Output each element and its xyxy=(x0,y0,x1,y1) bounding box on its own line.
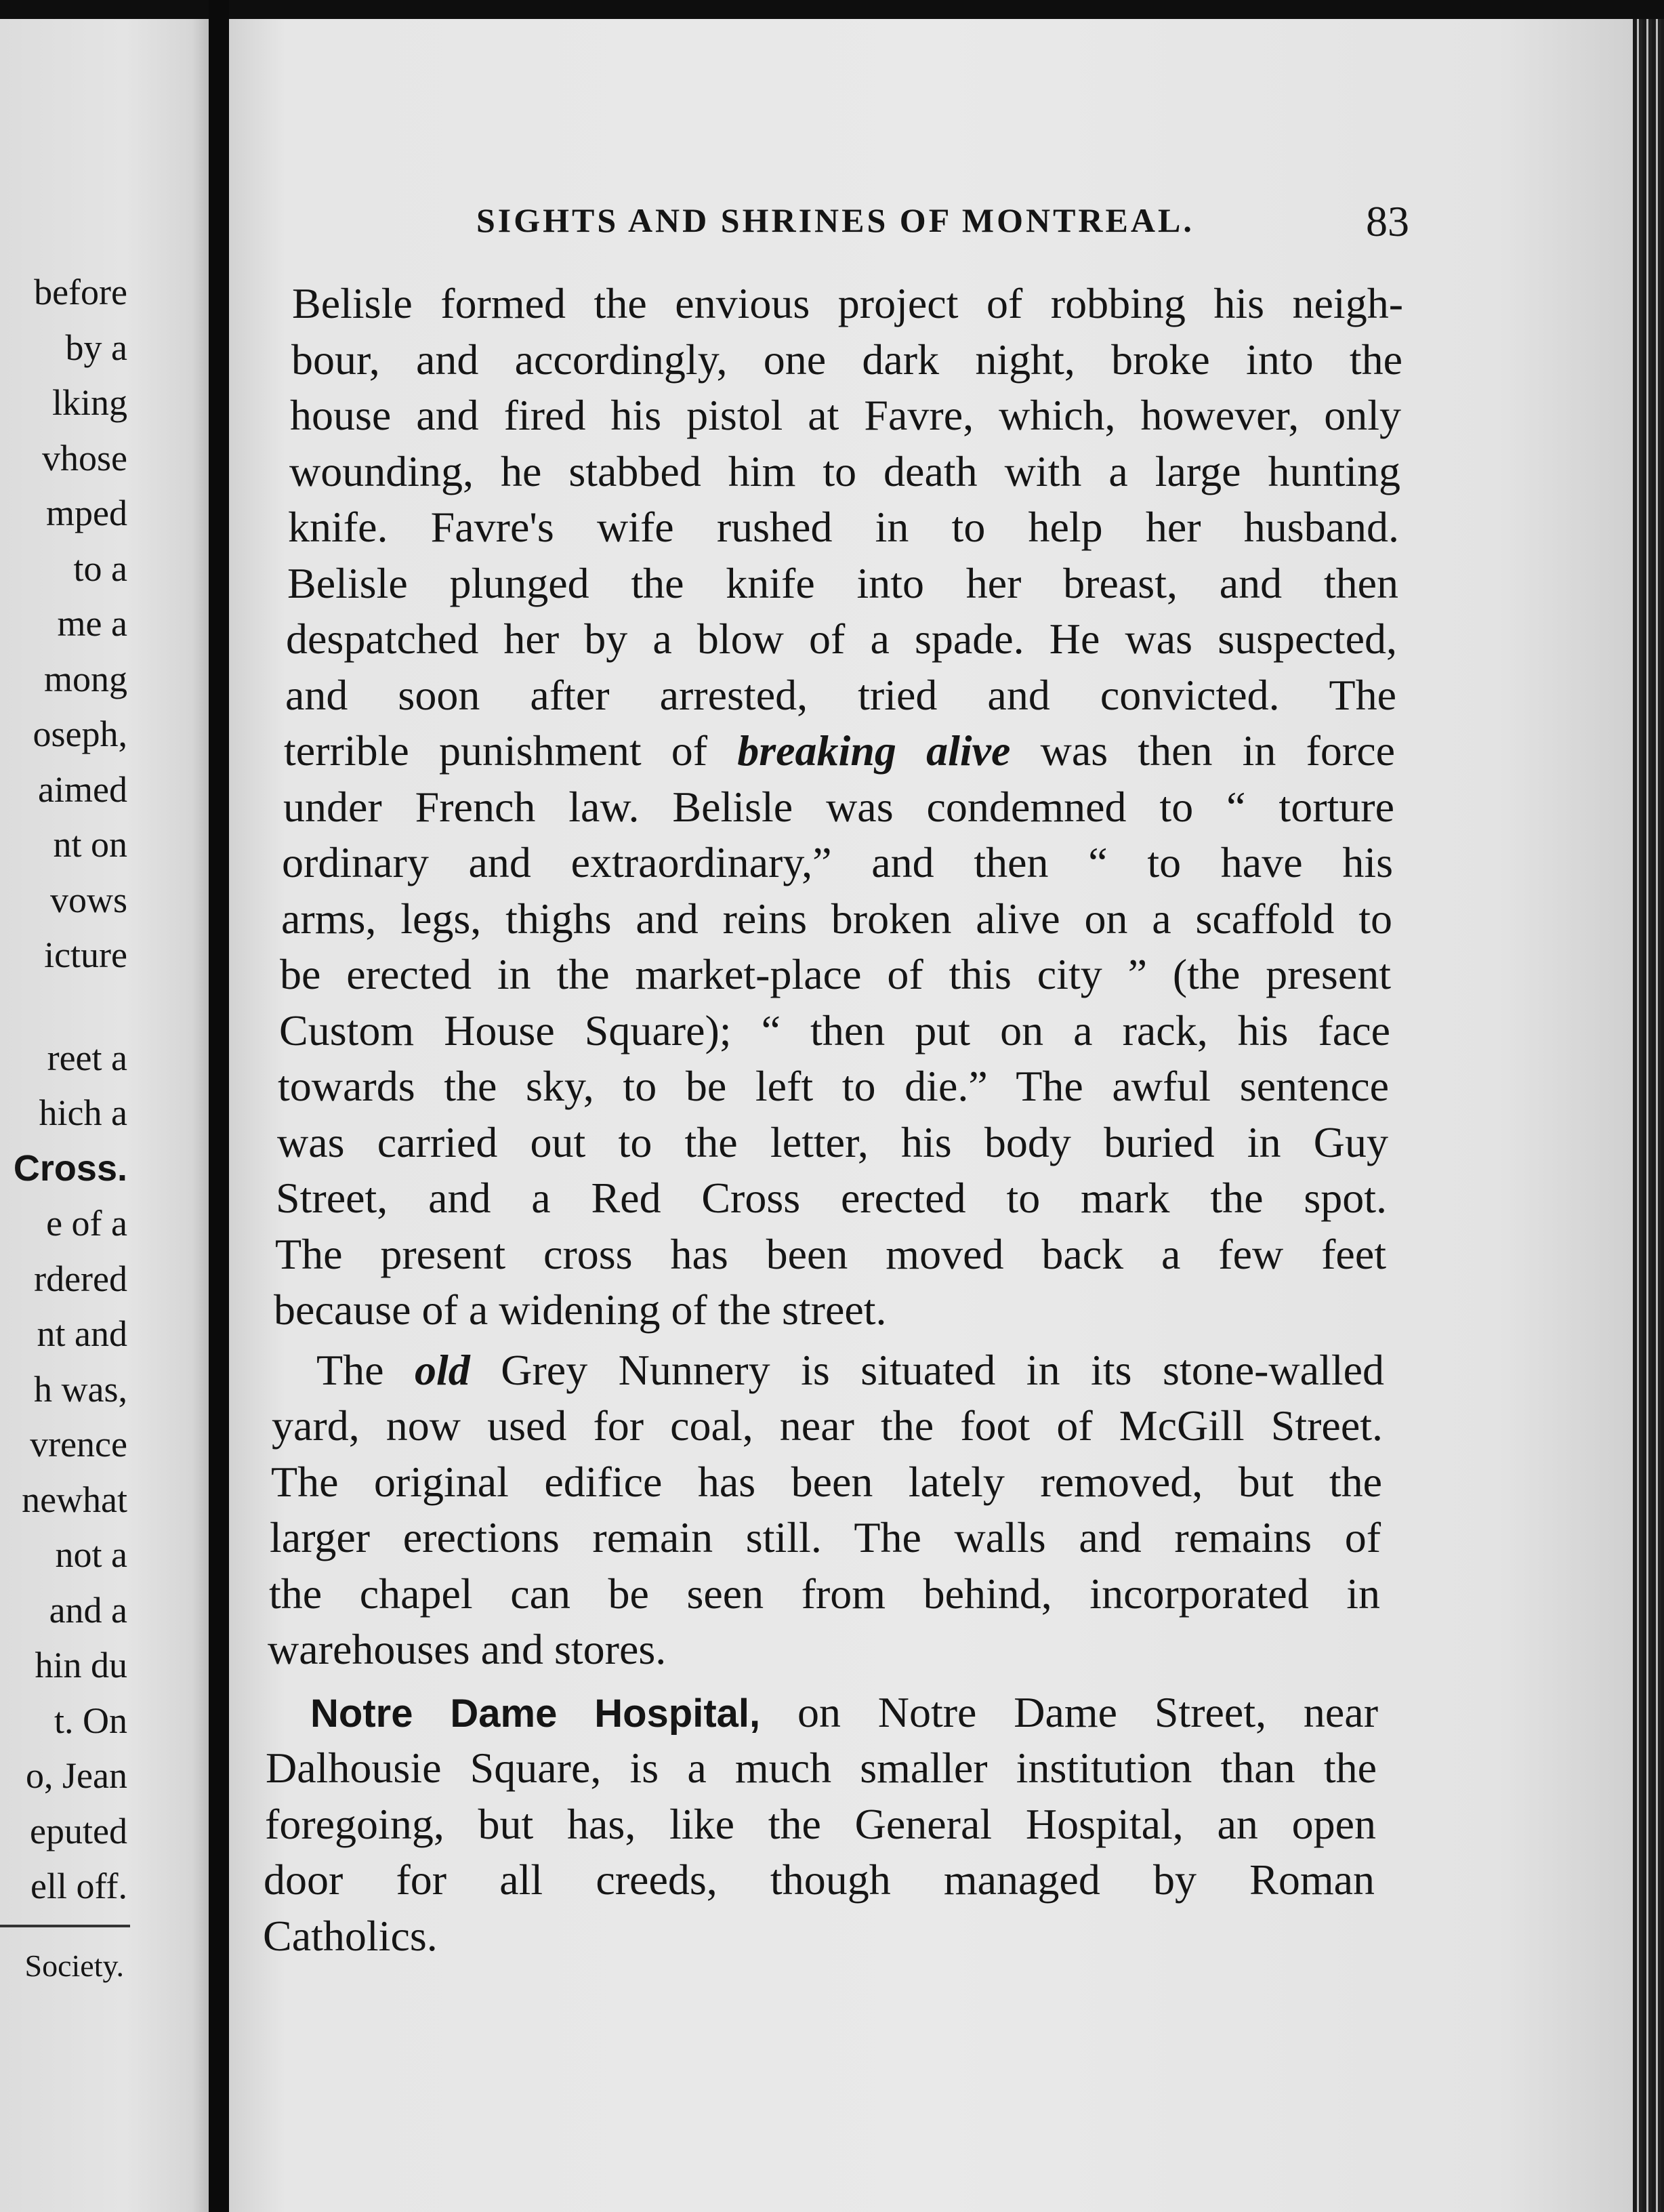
paragraph-2-line-1 xyxy=(316,1345,1385,1396)
page-edge xyxy=(1633,19,1664,2212)
text-span: Street, and a Red Cross erected to mark the spot. xyxy=(276,1174,1387,1222)
text-span: because of a widening of the street. xyxy=(274,1286,887,1334)
left-page-fragment: mped xyxy=(46,493,127,533)
left-page-fragment: not a xyxy=(55,1534,127,1575)
left-page-fragment: hich a xyxy=(39,1092,127,1133)
paragraph-1-line xyxy=(285,670,1396,721)
left-page-fragment: nt on xyxy=(53,824,127,865)
paragraph-1-line xyxy=(278,1062,1389,1112)
left-page-fragment: ell off. xyxy=(30,1866,127,1906)
paragraph-3-line: foregoing, but has, like the General Hospital, an open xyxy=(265,1799,1376,1848)
paragraph-1-line xyxy=(288,503,1399,553)
text-span: was carried out to the letter, his body buried in Guy xyxy=(277,1118,1388,1166)
left-page-fragment: eputed xyxy=(30,1810,127,1851)
right-page xyxy=(229,19,1640,2212)
left-page-fragment: mong xyxy=(43,658,127,699)
paragraph-1-line xyxy=(292,279,1403,329)
left-page-fragment: lking xyxy=(51,382,127,423)
paragraph-1-line xyxy=(281,894,1392,945)
paragraph-2-line: yard, now used for coal, near the foot of McGill Street. xyxy=(272,1401,1383,1450)
text-span: Belisle formed the envious project of robbing his neigh- xyxy=(292,279,1403,327)
left-page-fragment: and a xyxy=(49,1589,127,1631)
footnote-rule xyxy=(0,1925,130,1927)
paragraph-1-line xyxy=(274,1288,1385,1336)
left-page-fragment: oseph, xyxy=(33,714,127,754)
left-page-fragment: vrence xyxy=(30,1424,127,1465)
left-page-fragment: icture xyxy=(44,935,127,975)
text-span: be erected in the market-place of this city ” (the present xyxy=(280,950,1391,998)
text-span: Custom House Square); “ then put on a rack, his face xyxy=(279,1006,1390,1054)
text-span: knife. Favre's wife rushed in to help her husband. xyxy=(288,503,1399,551)
text-span: wounding, he stabbed him to death with a large hunting xyxy=(289,447,1400,495)
section-heading: Notre Dame Hospital, xyxy=(310,1691,761,1736)
text-span: Grey Nunnery is situated in its stone-walled xyxy=(501,1345,1385,1394)
text-span: despatched her by a blow of a spade. He was suspected, xyxy=(286,615,1397,663)
paragraph-3-line: door for all creeds, though managed by Roman xyxy=(264,1856,1375,1904)
left-page-fragment: by a xyxy=(65,327,127,368)
left-page-fragment: reet a xyxy=(47,1037,127,1078)
paragraph-1-line xyxy=(291,335,1402,386)
text-span: was then in force xyxy=(1040,726,1395,775)
left-page-fragment: aimed xyxy=(38,769,127,810)
left-page-fragment: me a xyxy=(57,603,127,644)
paragraph-1-line xyxy=(290,391,1401,441)
text-span: under French law. Belisle was condemned to “ torture xyxy=(283,782,1394,831)
left-page-fragment: vows xyxy=(49,879,127,920)
italic-phrase: breaking alive xyxy=(737,726,1011,775)
paragraph-1-line xyxy=(275,1229,1386,1280)
text-span: on Notre Dame Street, near xyxy=(797,1687,1379,1736)
left-page-fragment: vhose xyxy=(42,437,127,478)
paragraph-1-line xyxy=(289,447,1400,497)
paragraph-1-line xyxy=(284,726,1395,777)
left-page-fragment: before xyxy=(34,272,127,312)
paragraph-2-line: larger erections remain still. The walls and remains of xyxy=(270,1513,1381,1561)
paragraph-1-line xyxy=(276,1176,1387,1224)
text-span: arms, legs, thighs and reins broken alive on a scaffold to xyxy=(281,894,1392,943)
paragraph-3-line-1 xyxy=(310,1687,1379,1738)
text-span: and soon after arrested, tried and convicted. The xyxy=(285,670,1396,719)
book-gutter xyxy=(209,0,229,2212)
text-span: bour, and accordingly, one dark night, broke into the xyxy=(291,335,1402,384)
text-span: house and fired his pistol at Favre, which, however, only xyxy=(290,391,1401,439)
left-page xyxy=(0,19,209,2212)
paragraph-1-line xyxy=(287,558,1398,609)
running-head: SIGHTS AND SHRINES OF MONTREAL. xyxy=(476,201,1194,239)
paragraph-1-line xyxy=(282,838,1393,888)
text-span: ordinary and extraordinary,” and then “ to have his xyxy=(282,838,1393,886)
left-page-fragment: e of a xyxy=(46,1203,127,1244)
paragraph-1-line xyxy=(277,1118,1388,1168)
paragraph-2-line: the chapel can be seen from behind, incorporated in xyxy=(269,1569,1380,1618)
paragraph-1-line xyxy=(286,617,1397,665)
left-page-footnote: Society. xyxy=(24,1948,124,1983)
left-page-fragment: hin du xyxy=(35,1645,127,1685)
text-span: The present cross has been moved back a few feet xyxy=(275,1229,1386,1278)
left-page-fragment: h was, xyxy=(34,1368,127,1410)
text-span: Belisle plunged the knife into her breast, and then xyxy=(287,558,1398,607)
paragraph-2-line: warehouses and stores. xyxy=(268,1625,667,1673)
paragraph-1-line xyxy=(279,1006,1390,1057)
paragraph-3-line: Catholics. xyxy=(263,1911,438,1960)
italic-word: old xyxy=(414,1345,470,1394)
left-page-fragment: Cross. xyxy=(13,1147,127,1189)
paragraph-1-line xyxy=(283,782,1394,833)
left-page-fragment: rdered xyxy=(34,1258,127,1299)
paragraph-1-line xyxy=(280,950,1391,1000)
paragraph-2-line: The original edifice has been lately removed, but the xyxy=(271,1457,1382,1506)
paragraph-3-line: Dalhousie Square, is a much smaller institution than the xyxy=(266,1744,1377,1792)
left-page-fragment: to a xyxy=(73,548,127,589)
left-page-fragment: newhat xyxy=(22,1479,127,1520)
text-span: The xyxy=(316,1345,384,1394)
page-number: 83 xyxy=(1366,197,1409,245)
left-page-fragment: nt and xyxy=(37,1313,127,1354)
left-page-fragment: o, Jean xyxy=(26,1755,127,1796)
left-page-fragment: t. On xyxy=(54,1700,127,1741)
text-span: terrible punishment of xyxy=(284,726,708,775)
text-span: towards the sky, to be left to die.” The awful sentence xyxy=(278,1062,1389,1110)
